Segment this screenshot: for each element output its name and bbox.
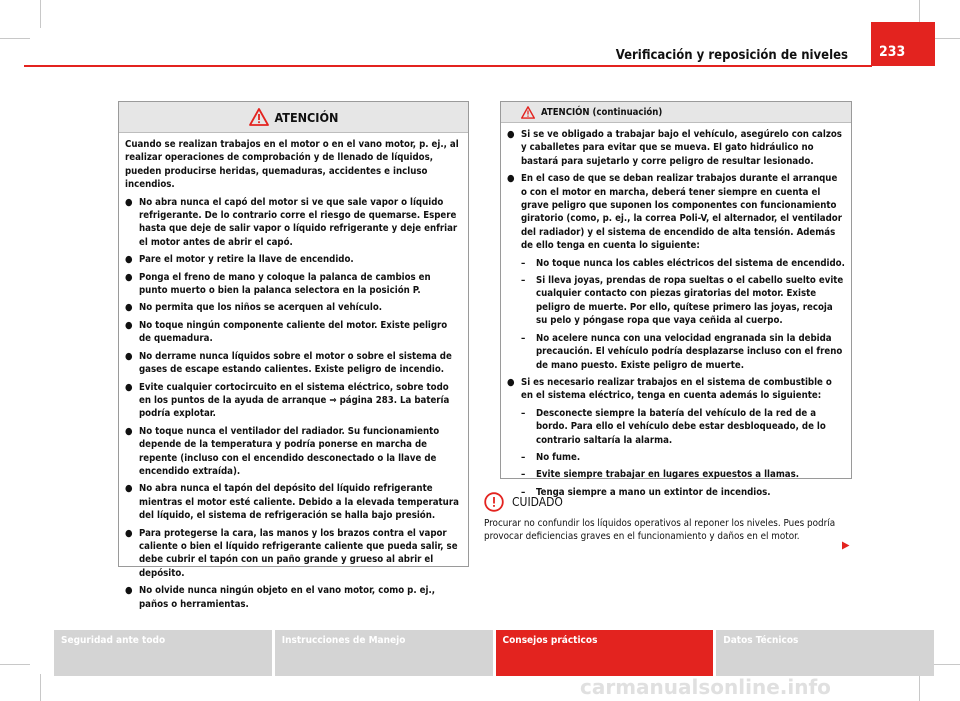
list-item: ● En el caso de que se deban realizar trabajos durante el arranque o con el motor en marcha, deberá tener siempre en cuenta el grave peligro que suponen los componentes con funcionamiento giratorio (como, p. ej., la correa Poli-V, el alternador, el ventilador del radiador) y el sistema de encendido de alta tensión. Además de ello tenga en cuenta lo siguiente: [507, 173, 842, 252]
tab-consejos[interactable]: Consejos prácticos [496, 630, 714, 676]
warning-title: ATENCIÓN [274, 109, 339, 125]
tab-seguridad[interactable]: Seguridad ante todo [54, 630, 272, 676]
warning-box-right [500, 101, 852, 498]
watermark: carmanualsonline.info [580, 675, 831, 699]
caution-header [484, 491, 854, 513]
page-number: 233 [871, 22, 935, 66]
warning-box-left [118, 101, 469, 610]
tab-instrucciones[interactable]: Instrucciones de Manejo [275, 630, 493, 676]
warning-triangle-icon [521, 106, 535, 119]
list-item: ● Pare el motor y retire la llave de encendido. [125, 254, 354, 266]
list-item: ● No abra nunca el capó del motor si ve que sale vapor o líquido refrigerante. De lo contrario corre el riesgo de quemarse. Espere hasta que deje de salir vapor o líquido refrigerante y deje enfriar el motor antes de abrir el capó. [125, 196, 458, 248]
list-item: ● No toque ningún componente caliente del motor. Existe peligro de quemadura. [125, 319, 448, 345]
list-item: ● Evite cualquier cortocircuito en el sistema eléctrico, sobre todo en los puntos de la ayuda de arranque ⇒ página 283. La batería podría explotar. [125, 381, 450, 420]
warning-body [119, 133, 468, 621]
caution-icon [484, 492, 504, 512]
sub-list-item: – No fume. [521, 451, 581, 463]
list-item: ● No toque nunca el ventilador del radiador. Su funcionamiento depende de la temperatura y podría ponerse en marcha de repente (incluso con el encendido desconectado o la llave de encendido extraída). [125, 425, 440, 477]
header-title: Verificación y reposición de niveles [615, 48, 848, 63]
caution-title: CUIDADO [512, 495, 563, 509]
warning-box-header [119, 102, 468, 133]
list-item: ● Para protegerse la cara, las manos y los brazos contra el vapor caliente o bien el líquido refrigerante caliente que pueda salir, se debe cubrir el tapón con un paño grande y grueso al abrir el depósito. [125, 527, 458, 579]
sub-list-item: – Si lleva joyas, prendas de ropa sueltas o el cabello suelto evite cualquier contacto con piezas giratorias del motor. Existe peligro de muerte. Por ello, quítese primero las joyas, recoja su pelo y póngase ropa que vaya ceñida al cuerpo. [521, 275, 844, 327]
footer-nav [54, 630, 934, 676]
warning-continued-header [501, 102, 851, 123]
list-item: ● No abra nunca el tapón del depósito del líquido refrigerante mientras el motor esté caliente. Debido a la elevada temperatura del líquido, el sistema de refrigeración se halla bajo presión. [125, 483, 459, 522]
list-item: ● Ponga el freno de mano y coloque la palanca de cambios en punto muerto o bien la palanca selectora en la posición P. [125, 271, 431, 297]
warning-intro: Cuando se realizan trabajos en el motor o en el vano motor, p. ej., al realizar operaciones de comprobación y de llenado de líquidos, pueden producirse heridas, quemaduras, accidentes e incluso incendios. [125, 139, 459, 191]
warning-triangle-icon [249, 108, 269, 126]
sub-list-item: – Tenga siempre a mano un extintor de incendios. [521, 486, 771, 498]
list-item: ● No permita que los niños se acerquen al vehículo. [125, 302, 383, 314]
sub-list-item: – No acelere nunca con una velocidad engranada sin la debida precaución. El vehículo podría desplazarse incluso con el freno de mano puesto. Existe peligro de muerte. [521, 332, 843, 371]
caution-text: Procurar no confundir los líquidos operativos al reponer los niveles. Pues podría provocar deficiencias graves en el funcionamiento y daños en el motor. [484, 518, 836, 542]
warning-continued-title: ATENCIÓN (continuación) [541, 106, 663, 118]
sub-list-item: – No toque nunca los cables eléctricos del sistema de encendido. [521, 257, 845, 269]
list-item: ● Si se ve obligado a trabajar bajo el vehículo, asegúrelo con calzos y caballetes para evitar que se mueva. El gato hidráulico no bastará para sujetarlo y corre peligro de resultar lesionado. [507, 129, 842, 167]
list-item: ● No olvide nunca ningún objeto en el vano motor, como p. ej., paños o herramientas. [125, 585, 436, 610]
list-item: ● Si es necesario realizar trabajos en el sistema de combustible o en el sistema eléctrico, tenga en cuenta además lo siguiente: [507, 376, 832, 402]
caution-note [484, 491, 854, 543]
list-item: ● No derrame nunca líquidos sobre el motor o sobre el sistema de gases de escape estando calientes. Existe peligro de incendio. [125, 350, 452, 376]
header-rule [24, 65, 872, 67]
tab-datos-tecnicos[interactable]: Datos Técnicos [716, 630, 934, 676]
sub-list-item: – Desconecte siempre la batería del vehículo de la red de a bordo. Para ello el vehículo debe estar desbloqueado, de lo contrario saltaría la alarma. [521, 407, 826, 446]
continue-arrow-icon [841, 541, 850, 550]
sub-list-item: – Evite siempre trabajar en lugares expuestos a llamas. [521, 469, 800, 481]
warning-continued-body [501, 123, 851, 509]
